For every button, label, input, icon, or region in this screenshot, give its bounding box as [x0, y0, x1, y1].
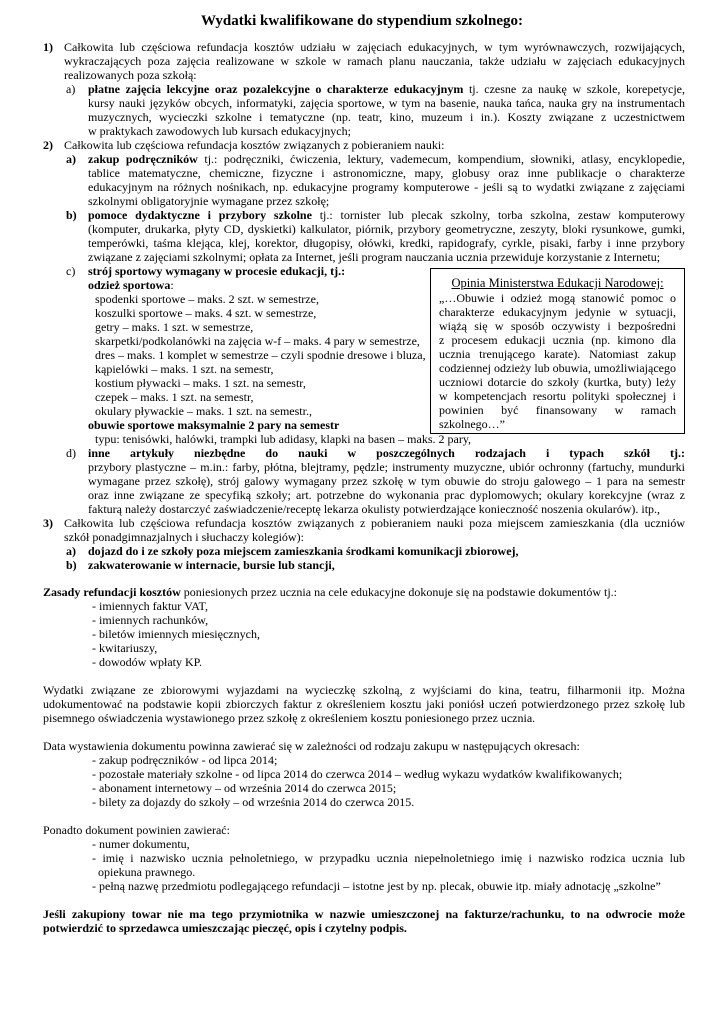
dates-item: - zakup podręczników - od lipca 2014;	[92, 753, 278, 767]
section-2b-letter: b)	[66, 208, 77, 222]
refund-rules-bold: Zasady refundacji kosztów	[43, 585, 181, 599]
sportswear-item: koszulki sportowe – maks. 4 szt. w semestrze,	[95, 306, 317, 320]
section-2b-line: (komputer, drukarka, płyty CD, dyskietki) kalkulator, piórnik, przybory geometryczne, zeszyty, bloki rysunkowe, gumki,	[88, 223, 685, 236]
section-2b-line: temperówki, taśma klejąca, klej, korektor, długopisy, ołówki, kredki, rapidografy, cyrkle, pisaki, farby i inne przybory	[88, 237, 685, 250]
section-1-number: 1)	[43, 40, 53, 54]
page-title: Wydatki kwalifikowane do stypendium szkolnego:	[200, 13, 523, 29]
ministry-opinion-line: „…Obuwie i odzież mogą stanowić pomoc o	[439, 292, 676, 305]
ministry-opinion-line: ucznia trenującego karate). Natomiast zakup	[439, 348, 676, 361]
sportswear-heading-bold: odzież sportowa	[88, 278, 171, 292]
ministry-opinion-title	[431, 276, 684, 290]
sportswear-item: dres – maks. 1 komplet w semestrze – czyli spodnie dresowe i bluza,	[95, 348, 426, 362]
section-3a-text: dojazd do i ze szkoły poza miejscem zamieszkania środkami komunikacji zbiorowej,	[88, 544, 519, 558]
sportswear-item: kostium pływacki – maks. 1 szt. na semestr,	[95, 376, 306, 390]
ministry-opinion-box	[430, 268, 685, 434]
section-1a-bold: płatne zajęcia lekcyjne oraz pozalekcyjne o charakterze edukacyjnym	[88, 83, 464, 96]
section-2-number: 2)	[43, 138, 53, 152]
section-1-line: wykraczających poza zajęcia realizowane w szkole w ramach planu nauczania, także udziału w zajęciach edukacyjnych	[64, 55, 685, 68]
sportswear-heading	[88, 279, 174, 293]
dates-intro: Data wystawienia dokumentu powinna zawierać się w zależności od rodzaju zakupu w następujących okresach:	[43, 739, 580, 753]
section-2d-title: inne artykuły niezbędne do nauki w poszczególnych rodzajach i typach szkół tj.:	[88, 447, 685, 460]
section-3-number: 3)	[43, 516, 53, 530]
refund-document-item: - imiennych rachunków,	[92, 613, 209, 627]
sport-shoes-types: typu: tenisówki, halówki, trampki lub adidasy, klapki na basen – maks. 2 pary,	[95, 432, 472, 446]
section-2b-line: związane z zajęciami szkolnymi; opłata za Internet, jeśli program nauczania ucznia przewiduje korzystanie z Internetu;	[88, 250, 661, 264]
section-1-line: realizowanych poza szkołą:	[64, 68, 197, 82]
section-2a-letter: a)	[66, 152, 76, 166]
ministry-opinion-line: w kompetencjach resortu polityki społecznej i	[439, 390, 676, 403]
document-requirement-item: - imię i nazwisko ucznia pełnoletniego, w przypadku ucznia niepełnoletniego imię i nazwisko rodzica ucznia lub	[92, 852, 685, 865]
refund-rules-rest: poniesionych przez ucznia na cele edukacyjne dokonuje się na podstawie dokumentów tj.:	[180, 585, 617, 599]
section-1-line: Całkowita lub częściowa refundacja kosztów udziału w zajęciach edukacyjnych, w tym wyrównawczych, rozwijających,	[64, 41, 685, 54]
trips-paragraph-line: pisemnego oświadczenia wystawionego przez szkołę z określeniem kosztu poniesionego przez ucznia.	[43, 711, 536, 725]
refund-document-item: - kwitariuszy,	[92, 641, 158, 655]
refund-document-item: - imiennych faktur VAT,	[92, 599, 208, 613]
ministry-opinion-line: wiążą się w sposób oczywisty i bezpośredni	[439, 320, 676, 333]
section-2d-line: wymagane przez szkołę), strój galowy wymagany przez szkołę w tym obuwie do stroju galowego – 1 para na semestr	[88, 475, 685, 488]
sportswear-item: spodenki sportowe – maks. 2 szt. w semestrze,	[95, 292, 319, 306]
section-2c-letter: c)	[66, 264, 76, 278]
section-2d-line: fakturą należy dostarczyć zaświadczenie/receptę lekarza okulisty potwierdzające konieczność noszenia okularów). itp.,	[88, 502, 661, 516]
section-2a-line: edukacyjnym na różnych nośnikach, np. edukacyjne programy komputerowe - jeśli są to wydatki związane z zajęciami	[88, 181, 685, 194]
section-2-intro: Całkowita lub częściowa refundacja kosztów związanych z pobieraniem nauki:	[64, 138, 445, 152]
section-2b-rest: tj.: tornister lub plecak szkolny, torba szkolna, zestaw komputerowy	[311, 209, 685, 222]
section-2a-line: szkolnymi obligatoryjnie wymagane przez szkołę;	[88, 194, 330, 208]
sport-shoes-heading: obuwie sportowe maksymalnie 2 pary na semestr	[88, 418, 340, 432]
sportswear-item: kąpielówki – maks. 1 szt. na semestr,	[95, 362, 274, 376]
document-requirement-item: - pełną nazwę przedmiotu podlegającego refundacji – istotne jest by np. plecak, obuwie itp. miały adnotację „szkolne”	[92, 879, 661, 893]
refund-document-item: - dowodów wpłaty KP.	[92, 655, 202, 669]
section-1a-line: w praktykach zawodowych lub kursach edukacyjnych;	[88, 124, 351, 138]
ministry-opinion-line: szkolnego…”	[439, 418, 505, 431]
section-1a-line	[88, 83, 685, 97]
section-2a-rest: tj.: podręczniki, ćwiczenia, lektury, vademecum, kompendium, słowniki, atlasy, encyklopedie,	[197, 153, 685, 166]
trips-paragraph-line: Wydatki związane ze zbiorowymi wyjazdami na wycieczkę szkolną, z wyjściami do kina, teatru, filharmonii itp. Można	[43, 684, 685, 697]
sportswear-item: okulary pływackie – maks. 1 szt. na semestr.,	[95, 404, 312, 418]
ministry-opinion-title-text: Opinia Ministerstwa Edukacji Narodowej	[451, 276, 661, 290]
document-requirement-item: - numer dokumentu,	[92, 837, 190, 851]
sportswear-item: czepek – maks. 1 szt. na semestr,	[95, 390, 254, 404]
section-1a-rest: tj. czesne za naukę w szkole, korepetycje,	[463, 83, 685, 96]
ministry-opinion-line: codziennej odzieży lub obuwia, umożliwiającego	[439, 362, 676, 375]
dates-item: - bilety za dojazdy do szkoły – od września 2014 do czerwca 2015.	[92, 795, 415, 809]
sportswear-item: getry – maks. 1 szt. w semestrze,	[95, 320, 254, 334]
ministry-opinion-line: charakterze edukacyjnym jedynie w sytuacji,	[439, 306, 676, 319]
section-1a-line: muzycznych, wycieczki szkolne i tematyczne (np. teatr, kino, muzeum i in.). Koszty związane z uczestnictwem	[88, 111, 685, 124]
refund-document-item: - biletów imiennych miesięcznych,	[92, 627, 260, 641]
ministry-opinion-line: uczniowi dotarcie do szkoły (kurtka, buty) leży	[439, 376, 676, 389]
section-2d-line: oraz inne związane ze specyfiką szkoły; art. potrzebne do wykonania prac dyplomowych; okulary korekcyjne (wraz z	[88, 489, 685, 502]
section-3-line: Całkowita lub częściowa refundacja kosztów związanych z pobieraniem nauki poza miejscem zamieszkania (dla uczniów	[64, 517, 685, 530]
section-3b-text: zakwaterowanie w internacie, bursie lub stancji,	[88, 558, 335, 572]
dates-item: - abonament internetowy – od września 2014 do czerwca 2015;	[92, 781, 397, 795]
sportswear-heading-colon: :	[170, 278, 174, 292]
section-2d-letter: d)	[66, 446, 76, 460]
ministry-opinion-line: powinien być finansowany w ramach	[439, 404, 676, 417]
section-2c-title: strój sportowy wymagany w procesie edukacji, tj.:	[88, 264, 346, 278]
section-2a-line	[88, 153, 685, 167]
section-2b-bold: pomoce dydaktyczne i przybory szkolne	[88, 209, 312, 222]
final-note-line: potwierdzić to sprzedawca umieszczając pieczęć, opis i czytelny podpis.	[43, 921, 407, 935]
section-3-line: szkół ponadgimnazjalnych i słuchaczy kolegiów):	[64, 530, 304, 544]
ministry-opinion-title-colon: :	[660, 276, 664, 290]
refund-rules-intro	[43, 586, 617, 600]
sportswear-item: skarpetki/podkolanówki na zajęcia w-f – maks. 4 pary w semestrze,	[95, 334, 420, 348]
section-2a-bold: zakup podręczników	[88, 153, 198, 166]
dates-item: - pozostałe materiały szkolne - od lipca 2014 do czerwca 2014 – według wykazu wydatków kwalifikowanych;	[92, 767, 623, 781]
trips-paragraph-line: udokumentować na podstawie kopii zbiorczych faktur z określeniem kosztu jaki poniósł uczeń potwierdzonego przez szkołę lub	[43, 698, 685, 711]
section-2b-line	[88, 209, 685, 223]
section-3b-letter: b)	[66, 558, 77, 572]
final-note-line: Jeśli zakupiony towar nie ma tego przymiotnika w nazwie umieszczonej na fakturze/rachunku, to na odwrocie może	[43, 908, 685, 921]
document-requirement-item: opiekuna prawnego.	[92, 865, 196, 879]
document-requirements-intro: Ponadto dokument powinien zawierać:	[43, 823, 230, 837]
section-2d-line: przybory plastyczne – m.in.: farby, płótna, blejtramy, pędzle; instrumenty muzyczne, ubiór ochronny (fartuchy, mundurki	[88, 461, 685, 474]
ministry-opinion-line: z procesem edukacji ucznia (np. kimono dla	[439, 334, 676, 347]
section-1a-letter: a)	[66, 82, 76, 96]
section-3a-letter: a)	[66, 544, 76, 558]
section-1a-line: kursy nauki języków obcych, informatyki, zajęcia sportowe, w tym na basenie, nauka tańca, nauka gry na instrumentach	[88, 97, 685, 110]
section-2a-line: tablice matematyczne, chemiczne, fizyczne i astronomiczne, mapy, globusy oraz inne publikacje o charakterze	[88, 167, 685, 180]
